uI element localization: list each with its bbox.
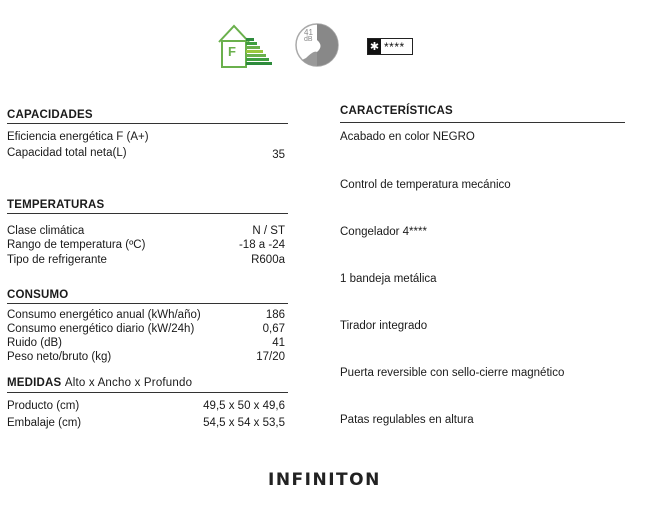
spec-label: Rango de temperatura (ºC) (7, 239, 146, 251)
section-divider (7, 123, 288, 124)
spec-value: -18 a -24 (238, 239, 285, 251)
energy-label-icon (216, 22, 272, 70)
freezer-rating-badge (367, 38, 413, 55)
feature-item: Puerta reversible con sello-cierre magnético (340, 367, 565, 379)
spec-label: Ruido (dB) (7, 337, 62, 349)
section-title-capacidades: CAPACIDADES (7, 109, 93, 121)
section-title-temperaturas: TEMPERATURAS (7, 199, 105, 211)
feature-item: Acabado en color NEGRO (340, 131, 475, 143)
feature-item: Patas regulables en altura (340, 414, 474, 426)
medidas-title: MEDIDAS (7, 377, 62, 389)
spec-value: 0,67 (262, 323, 285, 335)
section-divider (7, 392, 288, 393)
spec-value: 186 (265, 309, 285, 321)
spec-label: Consumo energético anual (kWh/año) (7, 309, 201, 321)
section-divider (7, 213, 288, 214)
spec-value: 49,5 x 50 x 49,6 (203, 400, 285, 412)
section-title-consumo: CONSUMO (7, 289, 69, 301)
spec-value: N / ST (252, 225, 285, 237)
spec-value: 54,5 x 54 x 53,5 (203, 417, 285, 429)
spec-value: R600a (251, 254, 285, 266)
section-title-medidas (7, 377, 192, 389)
spec-value: 17/20 (256, 351, 285, 363)
noise-unit: dB (304, 36, 313, 43)
feature-item: 1 bandeja metálica (340, 273, 437, 285)
spec-label: Embalaje (cm) (7, 417, 82, 429)
brand-logo: INFINITON (268, 470, 381, 490)
feature-item: Control de temperatura mecánico (340, 179, 511, 191)
spec-label: Clase climática (7, 225, 85, 237)
noise-value: 41 (304, 28, 313, 37)
spec-label: Capacidad total neta(L) (7, 147, 127, 159)
feature-item: Tirador integrado (340, 320, 428, 332)
section-divider (7, 303, 288, 304)
spec-label: Peso neto/bruto (kg) (7, 351, 112, 363)
spec-label: Eficiencia energética F (A+) (7, 131, 149, 143)
noise-icon (294, 22, 340, 68)
section-title-caracteristicas: CARACTERÍSTICAS (340, 105, 453, 117)
section-divider (340, 122, 625, 123)
energy-letter: F (228, 44, 236, 59)
spec-value: 41 (272, 337, 285, 349)
feature-item: Congelador 4**** (340, 226, 427, 238)
spec-label: Producto (cm) (7, 400, 80, 412)
freezer-stars: **** (384, 39, 405, 54)
spec-label: Consumo energético diario (kW/24h) (7, 323, 195, 335)
spec-value: 35 (272, 149, 285, 161)
medidas-subtitle: Alto x Ancho x Profundo (64, 377, 193, 389)
snowflake-icon: ✱ (369, 41, 380, 53)
spec-label: Tipo de refrigerante (7, 254, 107, 266)
